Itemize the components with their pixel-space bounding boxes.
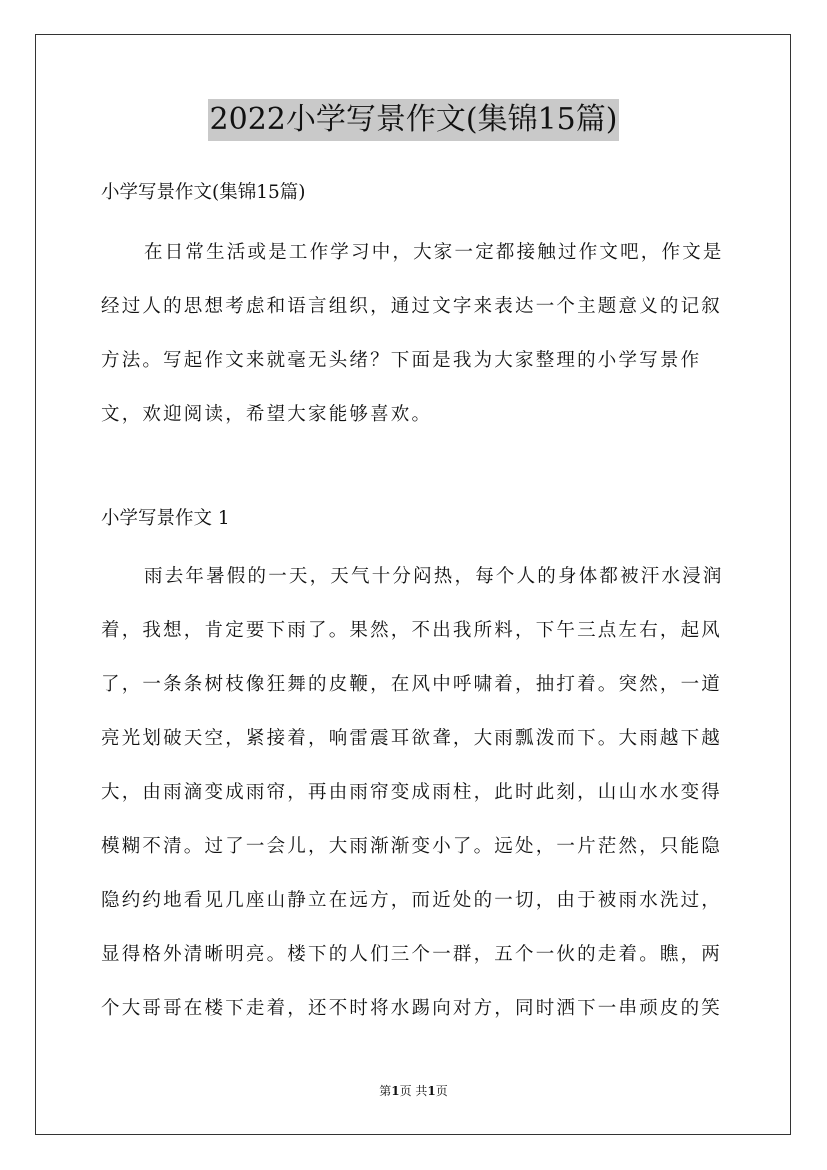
essay-paragraph: 雨去年暑假的一天，天气十分闷热，每个人的身体都被汗水浸润着，我想，肯定要下雨了。果然，不出我所料，下午三点左右，起风了，一条条树枝像狂舞的皮鞭，在风中呼啸着，抽打着。突然，一道亮光划破天空，紧接着，响雷震耳欲聋，大雨瓢泼而下。大雨越下越大，由雨滴变成雨帘，再由雨帘变成雨柱，此时此刻，山山水水变得模糊不清。过了一会儿，大雨渐渐变小了。远处，一片茫然，只能隐隐约约地看见几座山静立在远方，而近处的一切，由于被雨水洗过，显得格外清晰明亮。楼下的人们三个一群，五个一伙的走着。瞧，两个大哥哥在楼下走着，还不时将水踢向对方，同时洒下一串顽皮的笑 (101, 566, 724, 1019)
document-subtitle: 小学写景作文(集锦15篇) (101, 182, 306, 203)
title-container (0, 99, 827, 141)
footer-mid: 页 共 (399, 1084, 428, 1098)
footer-page-current: 1 (391, 1084, 400, 1098)
footer-prefix: 第 (379, 1084, 392, 1098)
footer-suffix: 页 (435, 1084, 448, 1098)
footer-page-total: 1 (427, 1084, 436, 1098)
intro-paragraph: 在日常生活或是工作学习中，大家一定都接触过作文吧，作文是经过人的思想考虑和语言组织，通过文字来表达一个主题意义的记叙方法。写起作文来就毫无头绪？下面是我为大家整理的小学写景作文，欢迎阅读，希望大家能够喜欢。 (101, 242, 724, 425)
page-footer (0, 1082, 827, 1100)
section-heading: 小学写景作文 1 (101, 508, 230, 529)
document-title: 2022小学写景作文(集锦15篇) (208, 99, 620, 141)
